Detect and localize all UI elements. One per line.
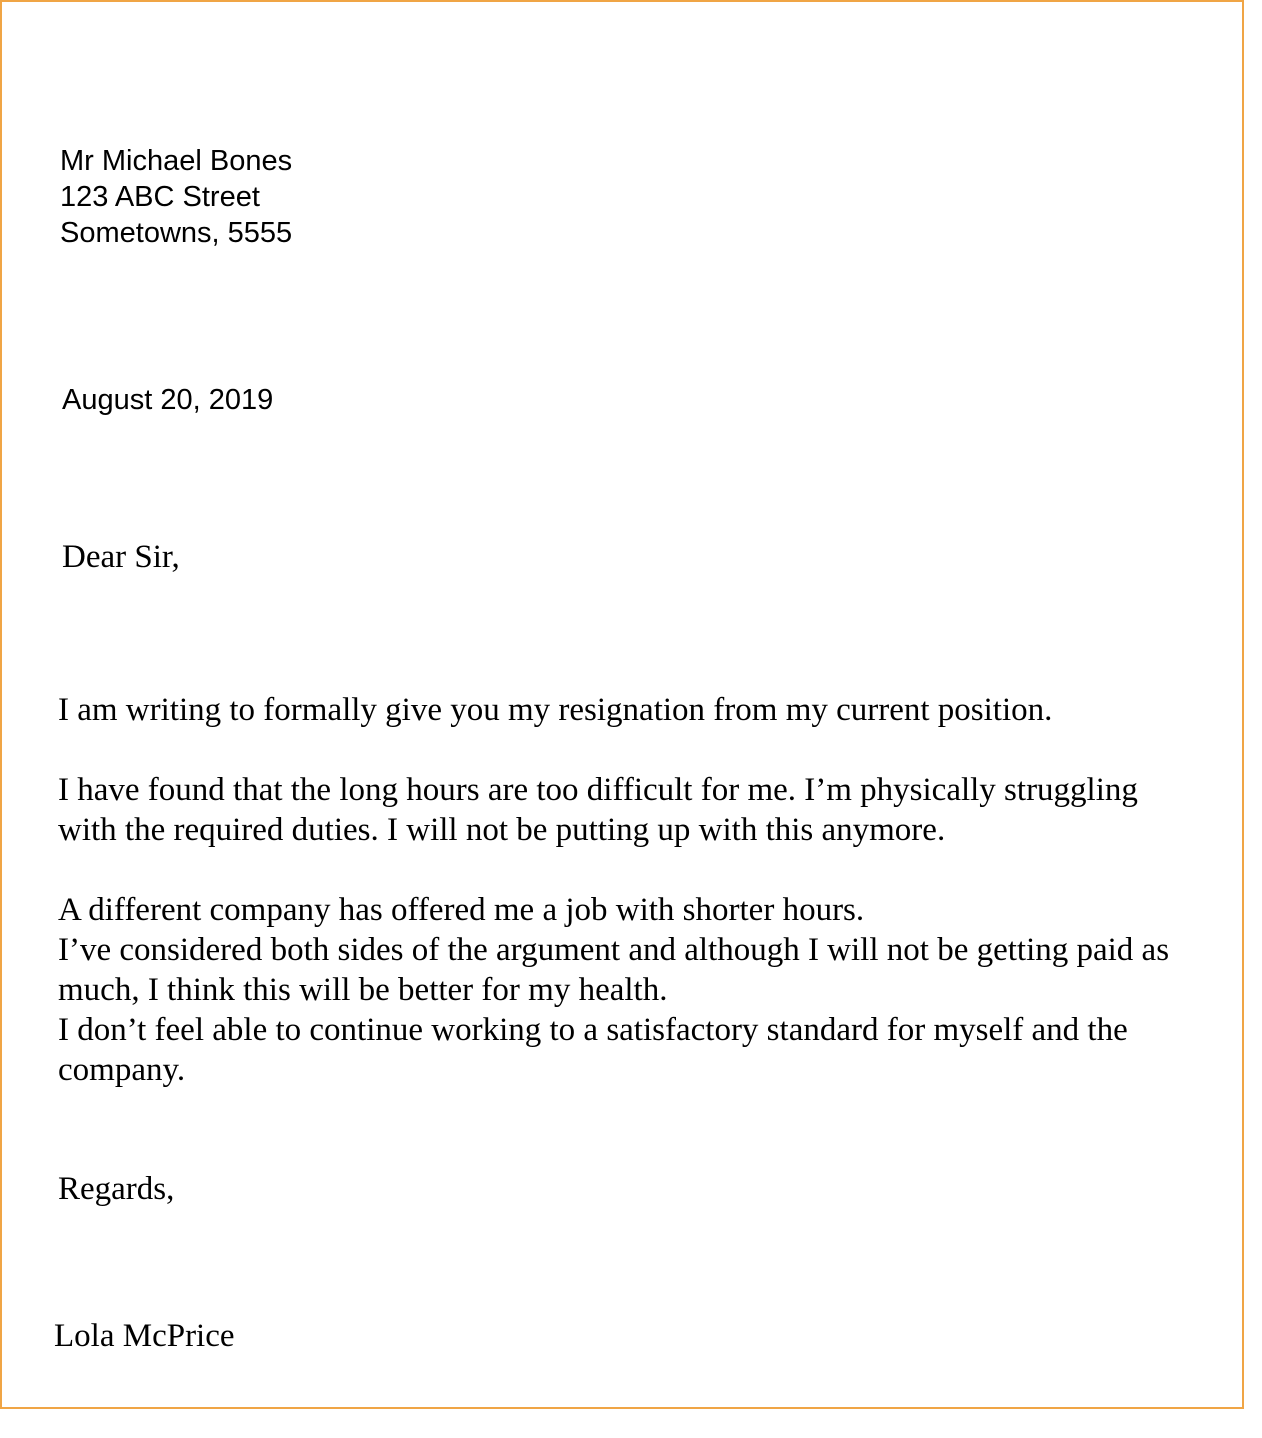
signature: Lola McPrice bbox=[54, 1318, 235, 1354]
body-line: I’ve considered both sides of the argument and although I will not be getting paid as much, I think this will be better for my health. bbox=[58, 932, 1170, 1008]
closing: Regards, bbox=[58, 1171, 175, 1207]
recipient-name: Mr Michael Bones bbox=[60, 145, 293, 177]
letter-body bbox=[58, 690, 1178, 1130]
body-line: I have found that the long hours are too difficult for me. I’m physically struggling with the required duties. I will not be putting up with this anymore. bbox=[58, 772, 1138, 848]
body-line: I don’t feel able to continue working to a satisfactory standard for myself and the company. bbox=[58, 1012, 1128, 1088]
body-paragraph-3 bbox=[58, 890, 1178, 1090]
recipient-city: Sometowns, 5555 bbox=[60, 217, 293, 249]
body-paragraph-2 bbox=[58, 770, 1178, 850]
salutation: Dear Sir, bbox=[62, 539, 180, 575]
body-line: A different company has offered me a job with shorter hours. bbox=[58, 892, 865, 928]
recipient-street: 123 ABC Street bbox=[60, 181, 260, 213]
letter-date: August 20, 2019 bbox=[62, 384, 274, 416]
recipient-address bbox=[60, 143, 292, 251]
body-line: I am writing to formally give you my resignation from my current position. bbox=[58, 692, 1053, 728]
body-paragraph-1 bbox=[58, 690, 1178, 730]
